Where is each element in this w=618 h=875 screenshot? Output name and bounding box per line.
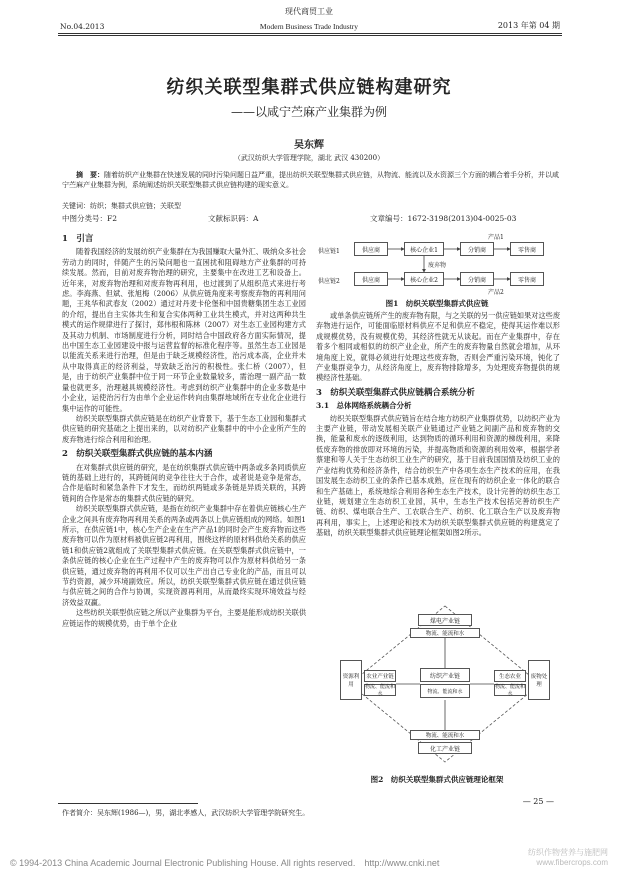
paragraph: 在对集群式供应链的研究，是在纺织集群式供应链中两条或多条同质供应链的基础上进行的，其跨链间的竞争往往大于合作，或者说是竞争是常态，合作是临时和紧急条件下才发生，而纺织两链或多条链是异质关联的，其跨链间的合作是常态的集群式供应链的研究。	[62, 462, 306, 503]
fig1-distributor1: 分销商	[460, 242, 494, 256]
fig2-center-inner: 物流、能流和水	[420, 684, 470, 698]
left-column	[62, 230, 306, 790]
clc-number: 中图分类号：F2	[62, 214, 117, 223]
section-1-title: 1 引言	[62, 234, 94, 244]
fig1-retailer2: 零售商	[510, 272, 544, 286]
figure-2-caption: 图2 纺织关联型集群式供应链理论框架	[370, 775, 504, 784]
fig2-left-inner: 物流、能流和水	[365, 684, 396, 697]
author: 吴东辉	[294, 140, 324, 151]
watermark-line1: 纺织作物营养与施肥网	[528, 848, 608, 857]
section-2-title: 2 纺织关联型集群式供应链的基本内涵	[62, 449, 213, 460]
fig2-left-outer: 农业产业链	[364, 670, 396, 682]
page-number: — 25 —	[522, 797, 554, 806]
journal-name-en: Modern Business Trade Industry	[259, 22, 359, 31]
article-number: 文章编号：1672-3198(2013)04-0025-03	[370, 214, 517, 223]
fig1-product1: 产品1	[488, 234, 504, 241]
abstract-text: 随着纺织产业集群在快速发展的同时污染问题日益严重，提出纺织关联型集群式供应链，从物流、能流以及水资源三个方面的耦合着手分析，并以咸宁苎麻产业集群为例，系统阐述纺织关联型集群式供应链构建的现实意义。	[62, 171, 559, 189]
copyright: © 1994-2013 China Academic Journal Electronic Publishing House. All rights reserved. http://www.cnki.net	[10, 858, 440, 868]
paper-subtitle: ——以咸宁苎麻产业集群为例	[230, 105, 387, 119]
section-3-1-title: 3.1 总体网络系统耦合分析	[316, 401, 412, 411]
paragraph: 或单条供应链所产生的废弃物有限，与之关联的另一供应链如果对这些废弃物进行运作，可能面临原材料供应不足和供应不稳定，使得其运作难以形成规模优势，没有规模优势，其经济性就无从谈起。而在产业集群中，存在着多个相同或相似的纺织产业企业，所产生的废弃物量自然就会增加，从环境角度上说，就得必须进行处理这些废弃物，否则会严重污染环境，钝化了产业集群竞争力，从经济角度上，废弃物排除增多，为处理废弃物提供的规模经济性基础。	[316, 311, 560, 383]
abstract-label: 摘 要：	[76, 170, 104, 179]
fig2-right-outer: 生态农业	[494, 670, 526, 682]
fig2-left-side: 资源利用	[340, 660, 362, 700]
issue-left: No.04.2013	[60, 22, 105, 31]
figure-2	[340, 600, 550, 768]
figure-1	[316, 232, 558, 296]
fig2-bottom-inner: 物流、能流和水	[410, 730, 480, 740]
affiliation: （武汉纺织大学管理学院，湖北 武汉 430200）	[233, 154, 385, 162]
chain1-label: 供应链1	[318, 248, 340, 255]
fig1-supplier2: 供应商	[354, 272, 388, 286]
paragraph: 纺织关联型集群式供应链旨在结合地方纺织产业集群优势，以纺织产业为主要产业链，带动发展相关联产业链通过产业链之间副产品和废弃物的交换，能量和废水的逐级利用，达到物质的循环利用和资源的梯级利用，来降低废弃物的排放即对环境的污染，并提高物质和资源的利用效率，根据学者蔡建和等人关于生态纺织工业生产的研究，基于目前我国国情及纺织工业的产业结构优势和经济条件，结合纺织生产中各项生态生产技术的应用，在我国发展生态纺织工业的条件已基本成熟，应在现有的纺织企业一体化的联合和生产基础上，系统地综合利用各种生态生产技术，设计完善的纺织生态工业链，规划建立生态纺织工业园，其中，生态生产技术包括完善纺织生产链、纺织、煤电联合生产、工农联合生产、纺织、化工联合生产以及废弃物再利用，事实上，上述理论和技术为纺织关联型集群式供应链的构建奠定了基础，纺织关联型集群式供应链理论框架如图2所示。	[316, 413, 560, 538]
right-column	[316, 311, 560, 588]
keywords: 关键词：纺织；集群式供应链；关联型	[62, 202, 181, 210]
document-code: 文献标识码：A	[208, 214, 259, 223]
paper-title: 纺织关联型集群式供应链构建研究	[166, 77, 452, 98]
chain2-label: 供应链2	[318, 278, 340, 285]
fig2-right-side: 废物处理	[528, 660, 550, 700]
fig1-waste: 废弃物	[428, 262, 447, 269]
figure-1-caption: 图1 纺织关联型集群式供应链	[385, 299, 489, 308]
paragraph: 这些纺织关联型供应链之所以产业集群为平台，主要是能形成纺织关联供应链运作的规模优势，由于单个企业	[62, 608, 306, 628]
fig1-supplier1: 供应商	[354, 242, 388, 256]
fig2-top-inner: 物流、能流和水	[410, 628, 480, 638]
fig2-bottom: 化工产业链	[418, 742, 472, 754]
footnote-rule	[58, 803, 198, 804]
paragraph: 纺织关联型集群式供应链是在纺织产业背景下，基于生态工业园和集群式供应链的研究基础之上提出来的，以对纺织产业集群中的中小企业所产生的废弃物进行综合利用和治理。	[62, 413, 306, 444]
fig2-right-inner: 物流、能流和水	[495, 684, 526, 697]
watermark-line2: www.fibercrops.com	[536, 858, 608, 867]
fig2-center: 纺织产业链	[420, 668, 470, 682]
issue-right: 2013 年第 04 期	[497, 21, 560, 30]
header-rule-top	[58, 33, 562, 34]
watermark	[528, 848, 608, 868]
journal-name: 现代商贸工业	[285, 7, 333, 16]
footnote: 作者简介：吴东辉(1986—)，男，湖北孝感人，武汉纺织大学管理学院研究生。	[62, 809, 310, 817]
header-rule-bottom	[58, 35, 562, 36]
section-3-title: 3 纺织关联型集群式供应链耦合系统分析	[316, 387, 475, 398]
fig1-core2: 核心企业2	[404, 272, 444, 286]
fig1-distributor2: 分销商	[460, 272, 494, 286]
paragraph: 随着我国经济的发展纺织产业集群在为我国赚取大量外汇、吸纳众多社会劳动力的同时，伴随产生的污染问题也一直困扰和阻碍地方产业集群的可持续发展。然而，目前对废弃物治理的研究，主要集中在改进工艺和设备上。近年来，对废弃物治理和对废弃物再利用，也过渡到了从组织范式来进行考虑。李海燕、但斌、张旭梅（2006）从供应链角度来考察废弃物的再利用问题，王兆华和武春友（2002）通过对丹麦卡伦堡和中国贵糖集团生态工业园的介绍，提出自主实体共生和复合实体两种工业共生模式，并对这两种共生模式的运作规律进行了探讨，郑伟根和陈林（2007）对生态工业园构建方式及其动力机制、市场制度进行分析，同时结合中国政府各方面实际情况，提出中国生态工业园建设中报与运营监督的标准化程序等。虽然生态工业园是以能流关系来进行治理，但是由于缺乏规模经济性，治污成本高，企业并未从中取得真正的经济利益，导致缺乏治污的积极性。张仁桥（2007），但是，由于纺织产业集群中位于同一环节企业数量较多，需治理一副产品一数量也就更多，治理越具规模经济性。考虑到纺织产业集群中的企业多数是中小企业，运使治污行为由单个企业运作转向由集群地域所在专业化企业进行集中运作的可能性。	[62, 247, 306, 413]
paragraph: 纺织关联型集群式供应链，是指在纺织产业集群中存在着供应链核心生产企业之间具有废弃物再利用关系的两条或两条以上供应链组成的网络。如图1所示，在供应链1中，核心生产企业在生产产品1的同时会产生废弃物而这些废弃物可以作为原材料被供应链2再利用，围绕这样的原材料供给关系的供应链1和供应链2就组成了关联型集群式供应链。在关联型集群式供应链中，一条供应链的核心企业在生产过程中产生的废弃物可以作为原材料供给另一条供应链，通过废弃物的再利用不仅可以生产出自己专业化的产品，而且可以节约资源，减少环境副效应。所以，纺织关联型集群式供应链在通过供应链与供应链之间的合作与协调，实现资源再利用，从而最终实现环境效益与经济效益双赢。	[62, 504, 306, 607]
fig1-product2: 产品2	[488, 289, 504, 296]
fig2-top: 煤电产业链	[418, 614, 472, 626]
fig1-retailer1: 零售商	[510, 242, 544, 256]
abstract	[62, 170, 560, 190]
fig1-core1: 核心企业1	[404, 242, 444, 256]
